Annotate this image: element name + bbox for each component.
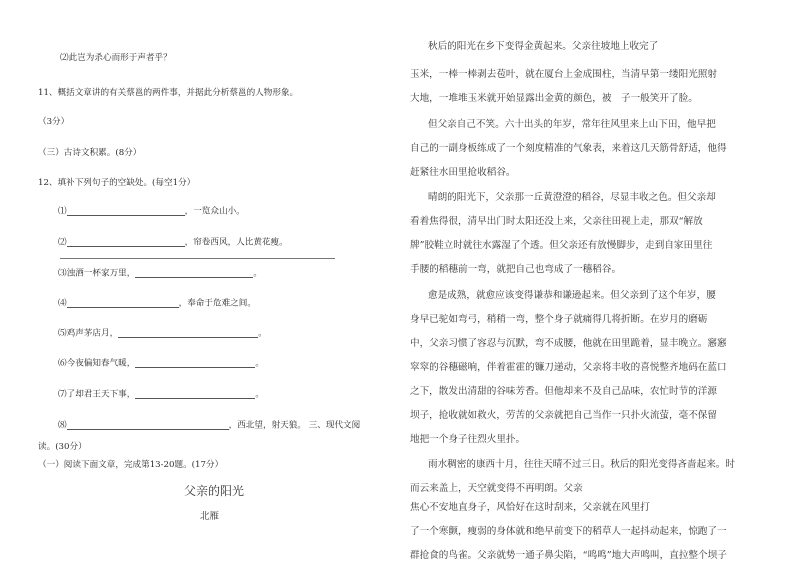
- text-line: 牌”胶鞋立时就往水露湿了个透。但父亲还有放慢脚步，走到自家田里往: [410, 240, 713, 251]
- item-text: 。: [258, 328, 267, 339]
- right-page: [397, 0, 794, 562]
- question-12: 12、填补下列句子的空缺处。(每空1分）: [38, 178, 196, 188]
- item-number: ⑻: [58, 420, 67, 431]
- text-line: 了一个寒颤，瘦弱的身体就和绝早前变下的稻草人一起抖动起来，惊跑了一: [410, 526, 727, 537]
- text-line: 焦心不安地直身子，风恰好在这时刮来，父亲就在风里打: [410, 502, 650, 513]
- item-text: ，帘卷西风，人比黄花瘦。: [184, 237, 288, 248]
- reading-intro: （一）阅读下面文章，完成第13-20题。(17分）: [38, 460, 224, 470]
- item-text: 了却君王天下事，: [66, 389, 136, 400]
- answer-blank[interactable]: [135, 358, 255, 368]
- text-line: 但父亲自己不笑。六十出头的年岁，常年往风里来上山下田，他早把: [428, 119, 716, 130]
- item-number: ⑷: [58, 298, 67, 309]
- question-11: 11、概括文章讲的有关蔡邕的两件事，并据此分析蔡邕的人物形象。: [38, 88, 299, 98]
- fill-item-3: [58, 268, 262, 278]
- text-line: 中，父亲习惯了容忍与沉默，弯不成腰，他就在田里跪着，显丰晚立。窸窸: [410, 338, 727, 349]
- question-prior-part: ⑵此岂为杀心而形于声者乎？: [60, 53, 172, 63]
- text-line: 手腰的稻穗前一弯，就把自己也弯成了一穗稻谷。: [410, 264, 622, 275]
- text-line: 晴朗的阳光下，父亲那一丘黄澄澄的稻谷，尽显丰收之色。但父亲却: [428, 192, 716, 203]
- item-number: ⑶: [58, 268, 67, 279]
- text-line: 窣窣的谷穗磁响，伴着霍霍的镰刀递动，父亲将丰收的喜悦整齐地码在蓝口: [410, 362, 727, 373]
- section-continuation: 读。(30分）: [38, 442, 87, 452]
- item-text: ，一览众山小。: [184, 206, 245, 217]
- fill-item-1: [58, 206, 245, 216]
- text-line: 之下，散发出清甜的谷味芳香。但他却来不及自己品味，农忙时节的洋源: [410, 386, 717, 397]
- item-text: 鸡声茅店月，: [66, 328, 119, 339]
- item-text: ，奉命于危难之间。: [178, 298, 256, 309]
- fill-item-7: [58, 389, 264, 399]
- fill-item-2: [58, 237, 288, 247]
- fill-item-4: [58, 298, 256, 308]
- item-text: 。: [255, 358, 264, 369]
- text-line: 雨水稠密的康西十月，往往天晴不过三日。秋后的阳光变得吝啬起来。时: [428, 459, 735, 470]
- item-text: ，西北望，射天狼。 三、现代文阅: [228, 420, 361, 431]
- text-line: 看着焦得很，清早出门时太阳还没上来，父亲往田视上走，那双“解放: [410, 216, 703, 227]
- item-text: 今夜偏知春气暖，: [66, 358, 136, 369]
- answer-blank[interactable]: [118, 328, 258, 338]
- section-3-heading: （三）古诗文积累。(8分）: [38, 148, 142, 158]
- answer-blank[interactable]: [67, 420, 229, 430]
- answer-blank[interactable]: [67, 206, 185, 216]
- item-number: ⑴: [58, 206, 67, 217]
- text-line: 地把一个身子往烈火里扑。: [410, 434, 526, 445]
- text-line: 自己的一副身板练成了一个刻度精准的气象表，来着这几天筋骨舒适，他得: [410, 143, 727, 154]
- answer-blank[interactable]: [135, 268, 253, 278]
- fill-item-5: [58, 328, 267, 338]
- question-11-score: （3分）: [38, 117, 70, 127]
- item-number: ⑵: [58, 237, 67, 248]
- text-line: 赶紧往水田里抢收稻谷。: [410, 167, 516, 178]
- item-text: 。: [253, 268, 262, 279]
- fill-item-6: [58, 358, 264, 368]
- text-line: 玉米，一棒一棒剥去苞叶，就在厦台上金成围柱，当清早第一缕阳光照射: [410, 69, 717, 80]
- text-line: 群抢食的鸟雀。父亲就势一通子鼻尖陷，“鸣鸣”地大声鸣叫，直拉整个坝子: [410, 550, 727, 561]
- answer-blank[interactable]: [135, 389, 255, 399]
- article-title: 父亲的阳光: [184, 484, 245, 498]
- divider-line: [60, 258, 335, 259]
- text-line: 秋后的阳光在乡下变得金黄起来。父亲往坡地上收完了: [428, 41, 659, 52]
- answer-blank[interactable]: [67, 237, 185, 247]
- answer-blank[interactable]: [67, 298, 179, 308]
- item-number: ⑸: [58, 328, 67, 339]
- text-line: 而云来盖上，天空就变得不再明朗。父亲: [410, 483, 583, 494]
- text-line: 大地，一堆堆玉米就开始显露出金黄的颜色，被 子一般笑开了脸。: [410, 93, 698, 104]
- item-text: 浊酒一杯家万里，: [66, 268, 136, 279]
- text-line: 身早已驼如弯弓，稍稍一弯，整个身子就痛得几将折断。在岁月的磨砺: [410, 314, 708, 325]
- item-number: ⑹: [58, 358, 67, 369]
- text-line: 愈是成熟，就愈应该变得谦恭和谦逊起来。但父亲到了这个年岁，腰: [428, 290, 716, 301]
- text-line: 坝子，抢收就如救火，劳苦的父亲就把自己当作一只扑火流萤，毫不保留: [410, 410, 717, 421]
- article-author: 北雁: [200, 511, 220, 522]
- item-number: ⑺: [58, 389, 67, 400]
- fill-item-8: [58, 420, 360, 430]
- item-text: 。: [255, 389, 264, 400]
